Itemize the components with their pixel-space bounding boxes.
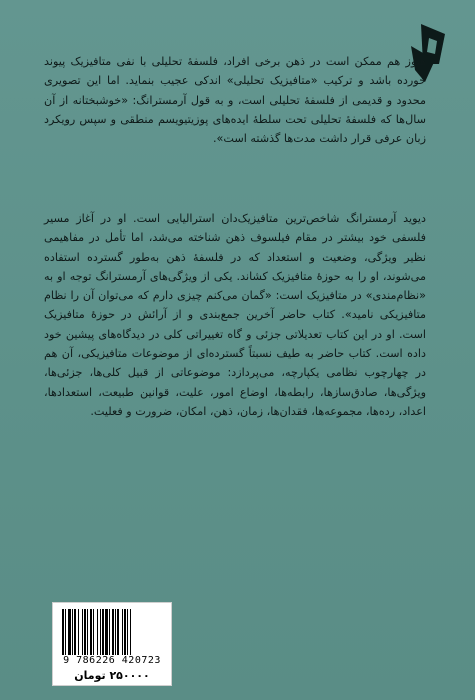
isbn-number: 9 786226 420723 bbox=[63, 655, 161, 666]
paragraph-text: هنوز هم ممکن است در ذهن برخی افراد، فلسفهٔ تحلیلی با نفی متافیزیک پیوند خورده باشد و ترکیب «متافیزیک تحلیلی» اندکی عجیب بنماید. اما این تصویری محدود و قدیمی از فلسفهٔ تحلیلی است، و به قول آرمسترانگ: «خوشبختانه از آن سال‌ها که فلسفهٔ تحلیلی تحت سلطهٔ ایده‌های پوزیتیویسم منطقی و سپس رویکرد زبان عرفی قرار داشت مدت‌ها گذشته است». bbox=[44, 55, 426, 146]
barcode-icon bbox=[61, 609, 163, 655]
price-label: ۲۵۰۰۰۰ تومان bbox=[74, 669, 150, 682]
paragraph-text: دیوید آرمسترانگ شاخص‌ترین متافیزیک‌دان استرالیایی است. او در آغاز مسیر فلسفی خود بیشتر در مقام فیلسوف ذهن شناخته می‌شد، اما تأمل در مفاهیمی نظیر ویژگی، وضعیت و استعداد که در فلسفهٔ ذهن به‌طور گسترده استفاده می‌شوند، او را به حوزهٔ متافیزیک کشاند. یکی از ویژگی‌های آرمسترانگ توجه او به «نظام‌مندی» در متافیزیک است: «گمان می‌کنم چیزی دارم که می‌توان آن را نظام متافیزیکی نامید». کتاب حاضر آخرین جمع‌بندی و از آرائش در حوزهٔ متافیزیک است. او در این کتاب تعدیلاتی جزئی و گاه تغییراتی کلی در دیدگاه‌های پیشین خود داده است. کتاب حاضر به طیف نسبتاً گسترده‌ای از موضوعات متافیزیکی، آن هم در چهارچوب نظامی یکپارچه، می‌پردازد: موضوعاتی از قبیل کلی‌ها، جزئی‌ها، ویژگی‌ها، صادق‌سازها، رابطه‌ها، اوضاع امور، علیت، قوانین طبیعت، استعدادها، اعداد، رده‌ها، مجموعه‌ها، فقدان‌ها، زمان، ذهن، امکان، ضرورت و فعلیت. bbox=[44, 212, 426, 418]
description-paragraph-2 bbox=[44, 209, 426, 421]
barcode-label bbox=[52, 602, 172, 686]
description-paragraph-1 bbox=[44, 52, 426, 148]
